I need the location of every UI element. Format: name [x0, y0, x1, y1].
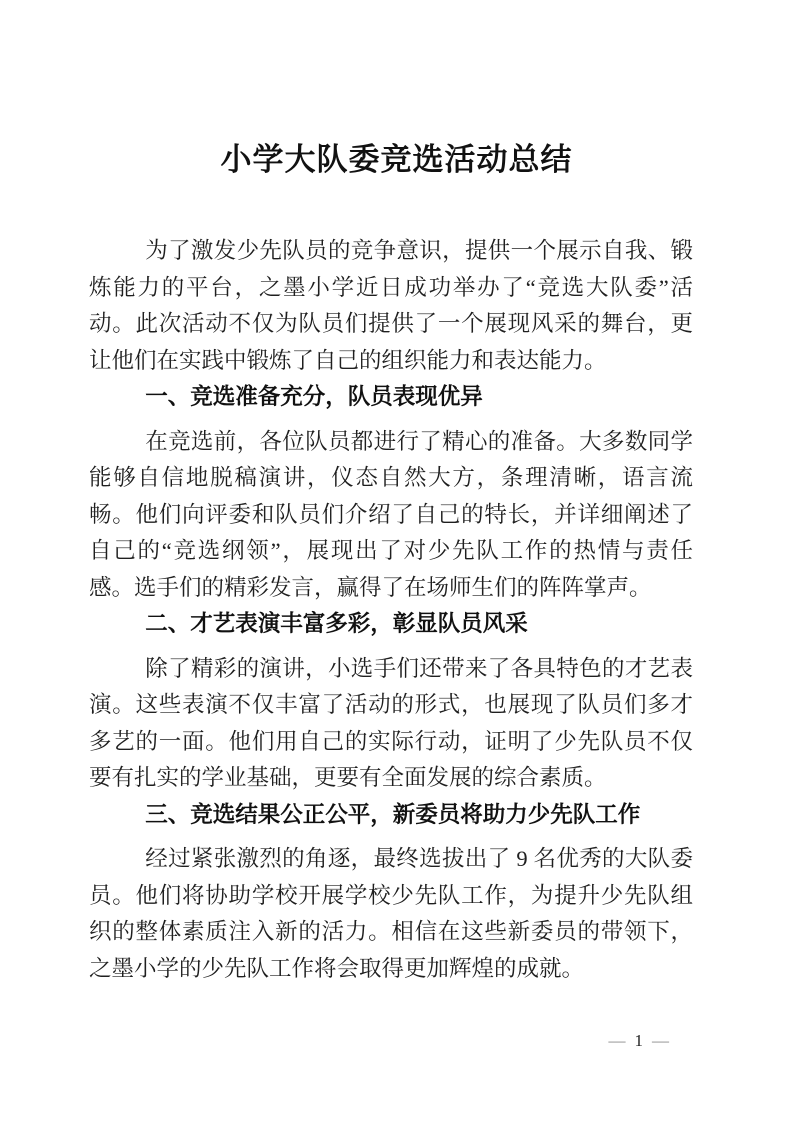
paragraph: 经过紧张激烈的角逐，最终选拔出了 9 名优秀的大队委员。他们将协助学校开展学校少先队工作，为提升少先队组织的整体素质注入新的活力。相信在这些新委员的带领下，之墨小学的少先队工作将会取得更加辉煌的成就。: [89, 846, 693, 981]
paragraph: 为了激发少先队员的竞争意识，提供一个展示自我、锻炼能力的平台，之墨小学近日成功举办了“竞选大队委”活动。此次活动不仅为队员们提供了一个展现风采的舞台，更让他们在实践中锻炼了自己的组织能力和表达能力。: [89, 238, 693, 373]
page-number-dash-right: —: [652, 1031, 669, 1050]
paragraph: 在竞选前，各位队员都进行了精心的准备。大多数同学能够自信地脱稿演讲，仪态自然大方，条理清晰，语言流畅。他们向评委和队员们介绍了自己的特长，并详细阐述了自己的“竞选纲领”，展现出了对少先队工作的热情与责任感。选手们的精彩发言，赢得了在场师生们的阵阵掌声。: [89, 428, 693, 600]
document-title: 小学大队委竞选活动总结: [220, 142, 573, 177]
page-number: [609, 1030, 670, 1052]
page-number-value: 1: [634, 1031, 643, 1050]
section-heading: 一、竞选准备充分，队员表现优异: [145, 384, 483, 409]
paragraph: 除了精彩的演讲，小选手们还带来了各具特色的才艺表演。这些表演不仅丰富了活动的形式，也展现了队员们多才多艺的一面。他们用自己的实际行动，证明了少先队员不仅要有扎实的学业基础，更要有全面发展的综合素质。: [89, 655, 693, 790]
page-number-dash-left: —: [608, 1031, 626, 1050]
document-body: [89, 233, 693, 987]
section-heading: 三、竞选结果公正公平，新委员将助力少先队工作: [145, 801, 641, 827]
section-heading: 二、才艺表演丰富多彩，彰显队员风采: [145, 611, 528, 636]
